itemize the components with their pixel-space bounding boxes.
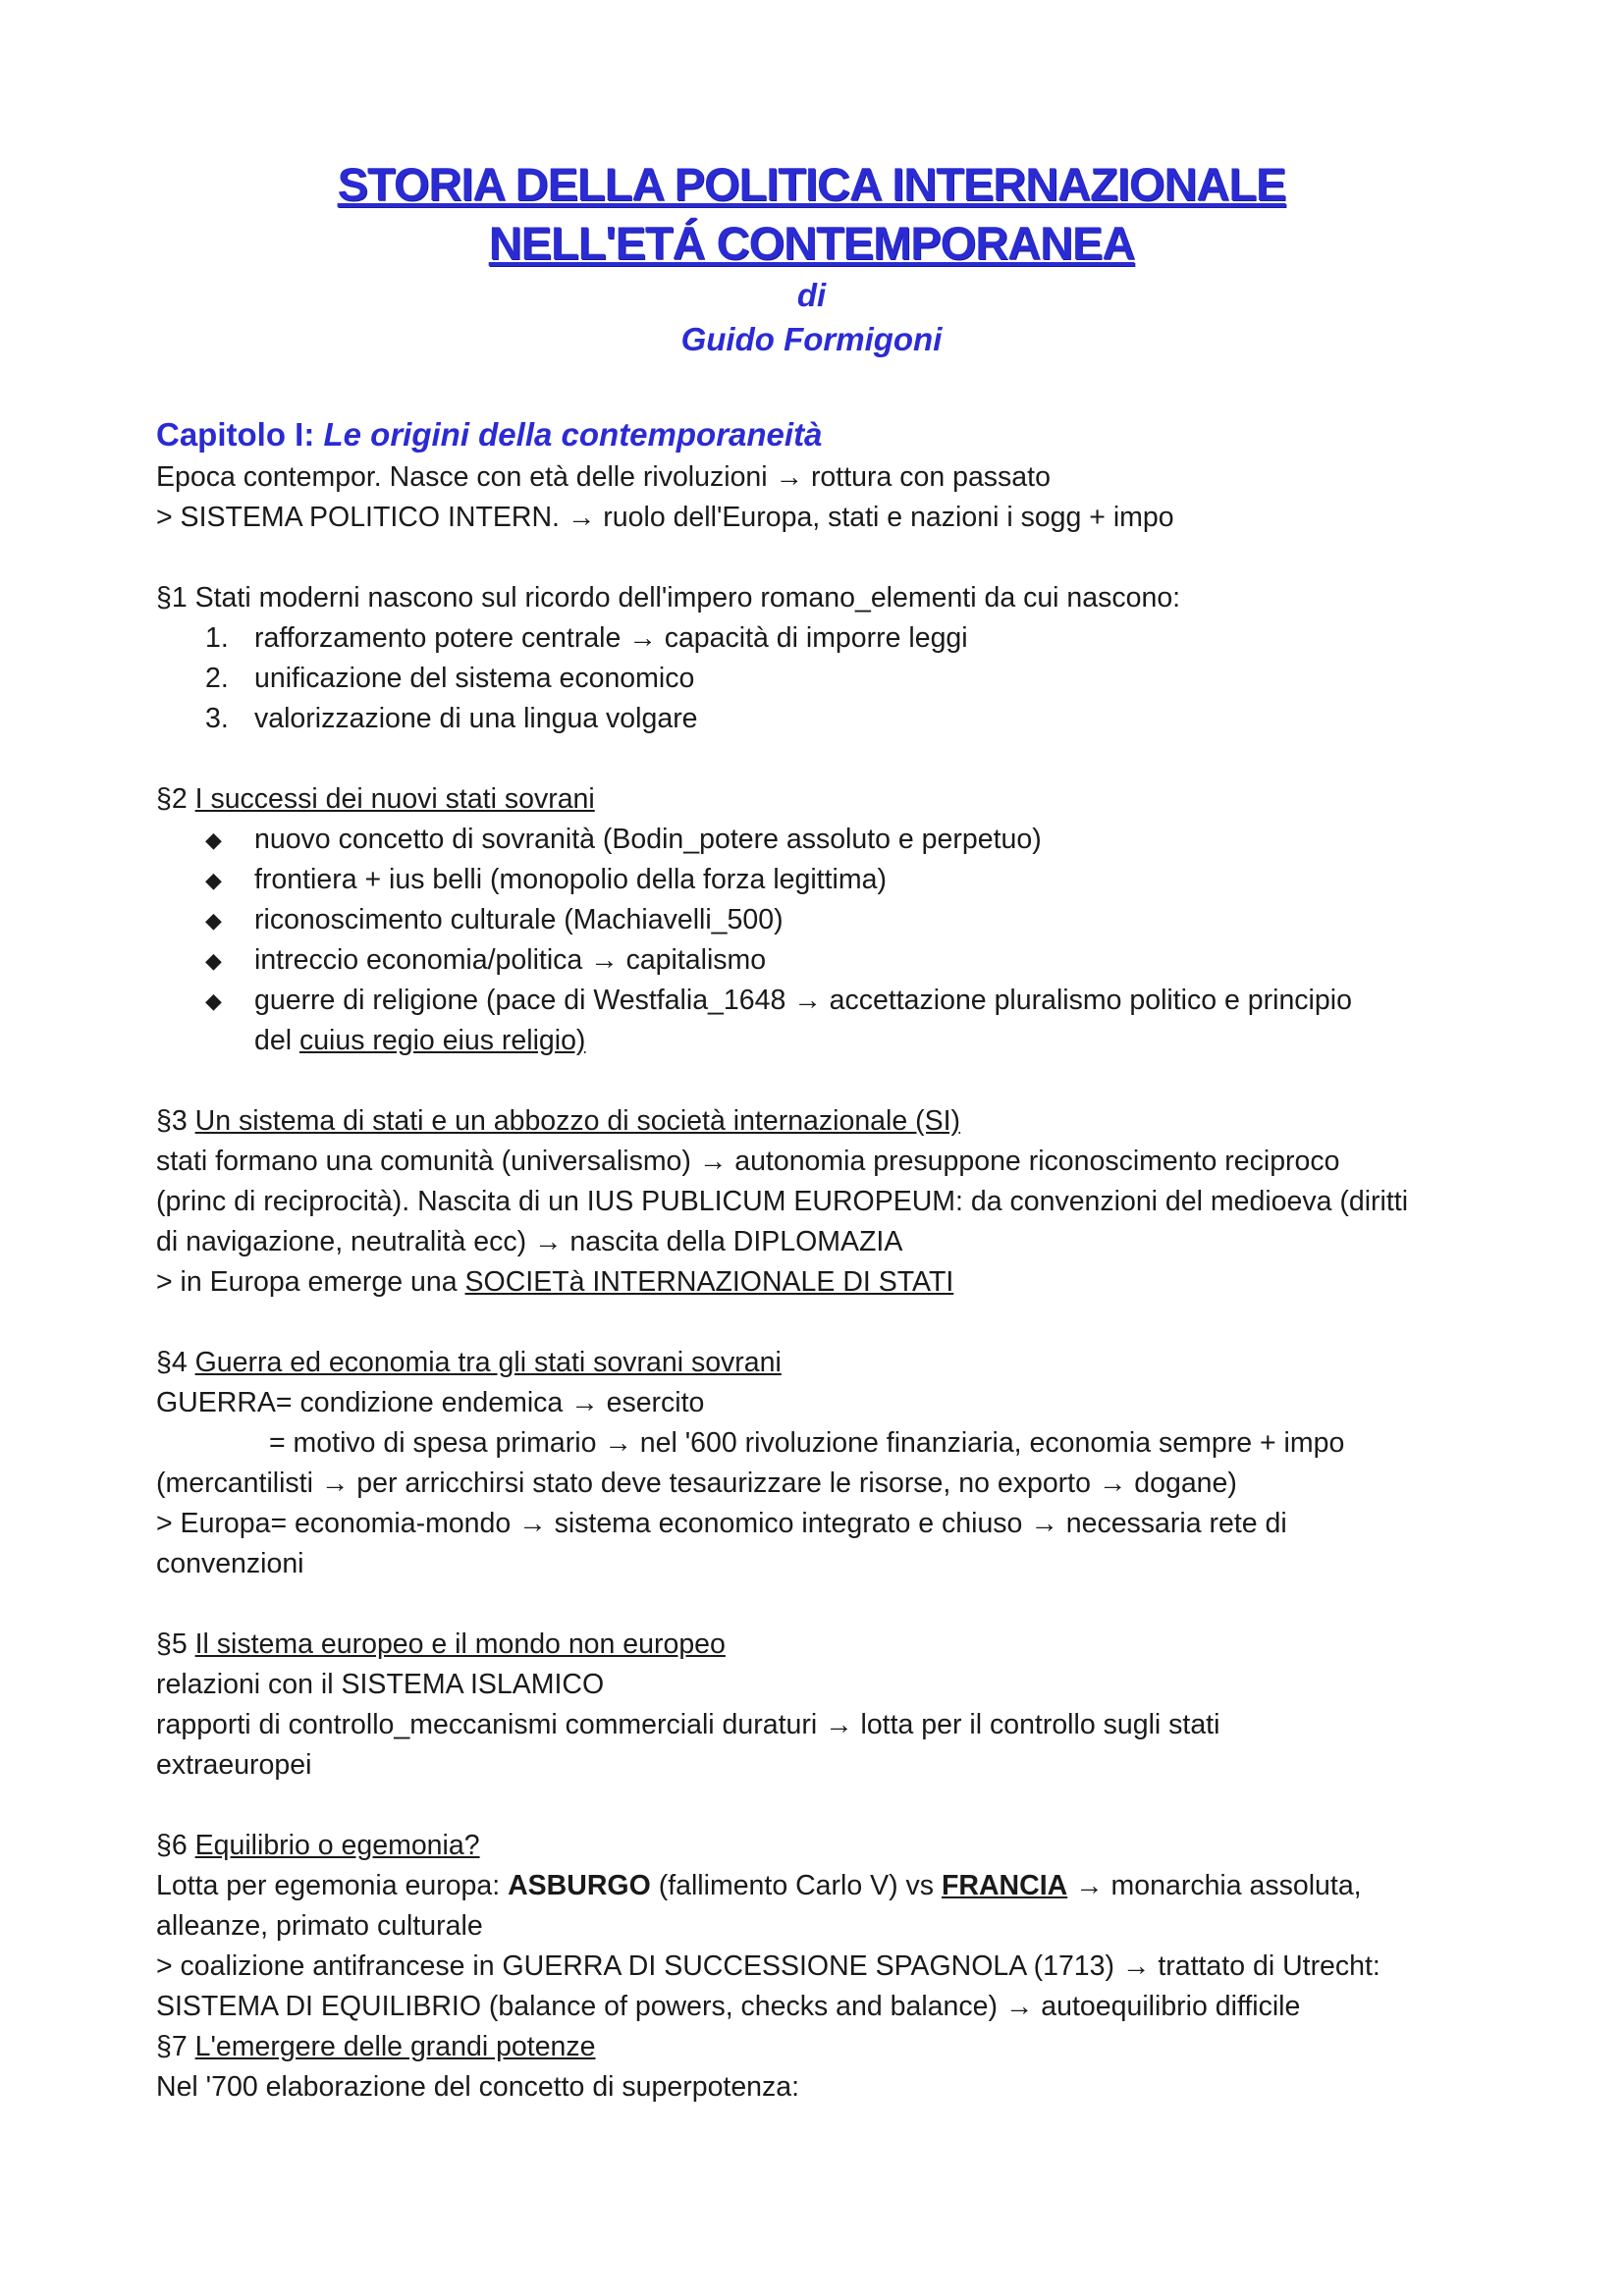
section-7-heading: §7 L'emergere delle grandi potenze	[156, 2031, 596, 2062]
title-line-1: STORIA DELLA POLITICA INTERNAZIONALE	[337, 158, 1286, 210]
section-2-heading: §2 I successi dei nuovi stati sovrani	[156, 783, 595, 815]
chapter-label: Capitolo I:	[156, 416, 324, 453]
section-3-line: di navigazione, neutralità ecc) → nascita della DIPLOMAZIA	[156, 1226, 903, 1257]
section-7-line: Nel '700 elaborazione del concetto di superpotenza:	[156, 2071, 800, 2103]
diamond-bullet-icon: ◆	[205, 908, 222, 933]
diamond-bullet-icon: ◆	[205, 828, 222, 852]
section-4-heading: §4 Guerra ed economia tra gli stati sovrani sovrani	[156, 1347, 782, 1378]
section-5-line: rapporti di controllo_meccanismi commerciali duraturi → lotta per il controllo sugli stati	[156, 1709, 1220, 1740]
section-1-list	[156, 618, 1491, 739]
list-item: ◆ intreccio economia/politica → capitalismo	[156, 940, 1491, 981]
chapter-heading	[156, 412, 1491, 457]
section-3-line: stati formano una comunità (universalismo) → autonomia presuppone riconoscimento reciproco	[156, 1146, 1340, 1177]
section-5-line: extraeuropei	[156, 1749, 312, 1781]
title-block	[0, 155, 1623, 361]
section-6-line: alleanze, primato culturale	[156, 1910, 483, 1942]
section-5-line: relazioni con il SISTEMA ISLAMICO	[156, 1669, 605, 1700]
section-4-line: GUERRA= condizione endemica → esercito	[156, 1387, 705, 1418]
section-6-line: > coalizione antifrancese in GUERRA DI SUCCESSIONE SPAGNOLA (1713) → trattato di Utrecht:	[156, 1950, 1380, 1982]
list-item: ◆ nuovo concetto di sovranità (Bodin_potere assoluto e perpetuo)	[156, 820, 1491, 860]
section-1-heading: §1 Stati moderni nascono sul ricordo dell'impero romano_elementi da cui nascono:	[156, 582, 1181, 614]
list-item: 2. unificazione del sistema economico	[205, 663, 695, 694]
diamond-bullet-icon: ◆	[205, 988, 222, 1013]
list-item: 3. valorizzazione di una lingua volgare	[205, 703, 698, 734]
section-4-line: convenzioni	[156, 1548, 304, 1579]
section-4-line: > Europa= economia-mondo → sistema economico integrato e chiuso → necessaria rete di	[156, 1508, 1287, 1539]
section-2-list	[156, 820, 1491, 1061]
chapter-intro-1: Epoca contempor. Nasce con età delle rivoluzioni → rottura con passato	[156, 461, 1051, 493]
section-4-line: = motivo di spesa primario → nel '600 rivoluzione finanziaria, economia sempre + impo	[269, 1427, 1345, 1459]
section-6-heading: §6 Equilibrio o egemonia?	[156, 1830, 480, 1861]
byline-di: di	[796, 277, 827, 313]
section-3-line: (princ di reciprocità). Nascita di un IUS PUBLICUM EUROPEUM: da convenzioni del medioeva (diritti	[156, 1186, 1409, 1217]
chapter-intro-2: > SISTEMA POLITICO INTERN. → ruolo dell'Europa, stati e nazioni i sogg + impo	[156, 502, 1174, 533]
list-item: ◆ guerre di religione (pace di Westfalia_1648 → accettazione pluralismo politico e principio del cuius regio eius religio)	[156, 981, 1491, 1061]
title-line-2: NELL'ETÁ CONTEMPORANEA	[488, 217, 1135, 269]
diamond-bullet-icon: ◆	[205, 948, 222, 973]
list-item: 1. rafforzamento potere centrale → capacità di imporre leggi	[205, 622, 968, 654]
chapter-title: Le origini della contemporaneità	[323, 416, 823, 453]
section-3-line: > in Europa emerge una SOCIETà INTERNAZIONALE DI STATI	[156, 1266, 954, 1298]
list-item: ◆ riconoscimento culturale (Machiavelli_500)	[156, 900, 1491, 940]
list-item: ◆ frontiera + ius belli (monopolio della forza legittima)	[156, 860, 1491, 900]
document-body	[156, 412, 1491, 2108]
section-3-heading: §3 Un sistema di stati e un abbozzo di società internazionale (SI)	[156, 1105, 961, 1137]
section-6-line: SISTEMA DI EQUILIBRIO (balance of powers, checks and balance) → autoequilibrio difficile	[156, 1991, 1301, 2022]
diamond-bullet-icon: ◆	[205, 868, 222, 892]
section-4-line: (mercantilisti → per arricchirsi stato deve tesaurizzare le risorse, no exporto → dogane)	[156, 1468, 1237, 1499]
section-5-heading: §5 Il sistema europeo e il mondo non europeo	[156, 1629, 726, 1660]
section-6-line: Lotta per egemonia europa: ASBURGO (fallimento Carlo V) vs FRANCIA → monarchia assoluta,	[156, 1870, 1362, 1901]
author-name: Guido Formigoni	[680, 321, 943, 357]
